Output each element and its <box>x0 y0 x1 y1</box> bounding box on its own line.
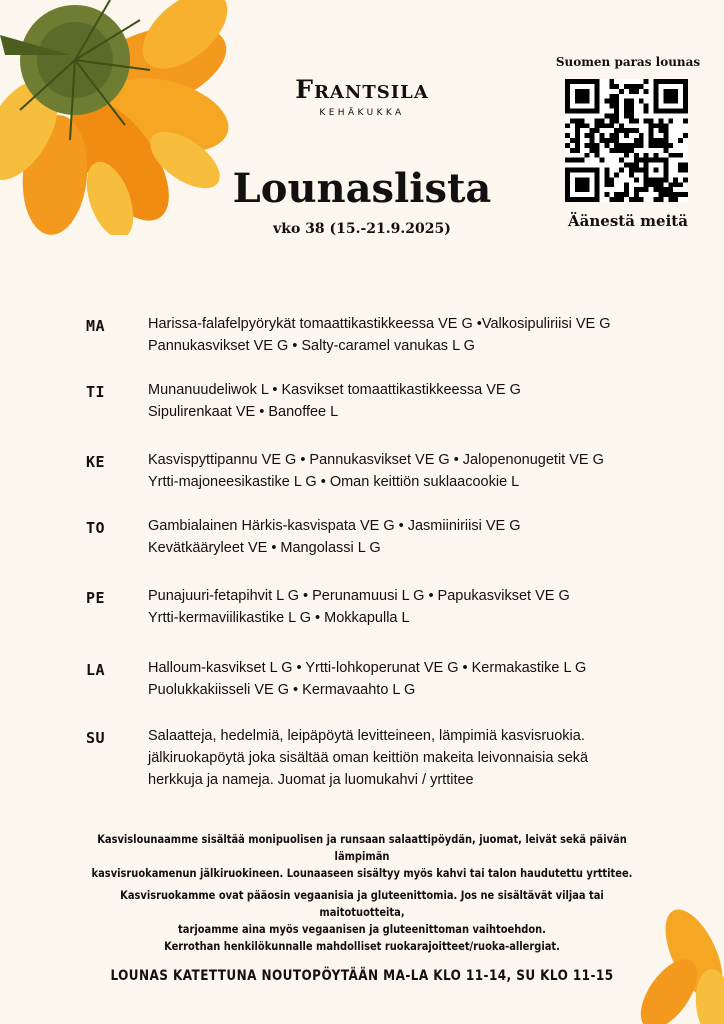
qr-top-caption: Suomen paras lounas <box>555 55 701 69</box>
info-line: Kasvisruokamme ovat pääosin vegaanisia ja gluteenittomia. Jos ne sisältävät viljaa tai maitotuotteita, <box>120 888 604 919</box>
dish-line: Salaatteja, hedelmiä, leipäpöytä levitteineen, lämpimiä kasvisruokia. <box>148 728 585 744</box>
page-title: Lounaslista <box>232 165 492 212</box>
info-line: kasvisruokamenun jälkiruokineen. Lounaaseen sisältyy myös kahvi tai talon haudutettu yrttitee. <box>91 866 633 880</box>
brand-name: Frantsila <box>295 75 429 104</box>
day-label: TI <box>86 383 106 401</box>
dish-line: Kasvispyttipannu VE G • Pannukasvikset VE G • Jalopenonugetit VE G <box>148 452 604 468</box>
qr-code[interactable] <box>565 79 688 202</box>
info-paragraph-1 <box>85 831 639 882</box>
day-label: LA <box>86 661 106 679</box>
day-label: TO <box>86 519 106 537</box>
dish-line: Puolukkakiisseli VE G • Kermavaahto L G <box>148 682 416 698</box>
dish-line: herkkuja ja nameja. Juomat ja luomukahvi / yrttitee <box>148 772 474 788</box>
opening-hours: LOUNAS KATETTUNA NOUTOPÖYTÄÄN MA-LA KLO 11-14, SU KLO 11-15 <box>110 968 614 984</box>
info-line: Kerrothan henkilökunnalle mahdolliset ruokarajoitteet/ruoka-allergiat. <box>164 939 560 953</box>
dish-line: Gambialainen Härkis-kasvispata VE G • Jasmiiniriisi VE G <box>148 518 521 534</box>
dish-line: Pannukasvikset VE G • Salty-caramel vanukas L G <box>148 338 475 354</box>
dish-line: jälkiruokapöytä joka sisältää oman keittiön makeita leivonnaisia sekä <box>148 750 589 766</box>
day-label: KE <box>86 453 106 471</box>
dish-line: Harissa-falafelpyörykät tomaattikastikkeessa VE G •Valkosipuliriisi VE G <box>148 316 611 332</box>
dish-line: Halloum-kasvikset L G • Yrtti-lohkoperunat VE G • Kermakastike L G <box>148 660 587 676</box>
day-label: MA <box>86 317 106 335</box>
dish-line: Sipulirenkaat VE • Banoffee L <box>148 404 339 420</box>
dish-line: Munanuudeliwok L • Kasvikset tomaattikastikkeessa VE G <box>148 382 521 398</box>
day-label: PE <box>86 589 106 607</box>
day-label: SU <box>86 729 106 747</box>
dish-line: Kevätkääryleet VE • Mangolassi L G <box>148 540 381 556</box>
info-line: Kasvislounaamme sisältää monipuolisen ja runsaan salaattipöydän, juomat, leivät sekä päivän lämpimän <box>97 832 627 863</box>
dish-line: Yrtti-kermaviilikastike L G • Mokkapulla L <box>148 610 410 626</box>
qr-bottom-caption: Äänestä meitä <box>568 212 688 230</box>
brand-logo <box>262 76 462 118</box>
dish-line: Punajuuri-fetapihvit L G • Perunamuusi L G • Papukasvikset VE G <box>148 588 570 604</box>
info-paragraph-2 <box>85 887 639 955</box>
flower-decoration-bottom-right <box>624 904 724 1024</box>
dish-line: Yrtti-majoneesikastike L G • Oman keittiön suklaacookie L <box>148 474 520 490</box>
week-label: vko 38 (15.-21.9.2025) <box>273 221 451 237</box>
info-line: tarjoamme aina myös vegaanisen ja gluteenittoman vaihtoehdon. <box>178 922 546 936</box>
brand-subtitle: KEHÄKUKKA <box>319 108 405 118</box>
